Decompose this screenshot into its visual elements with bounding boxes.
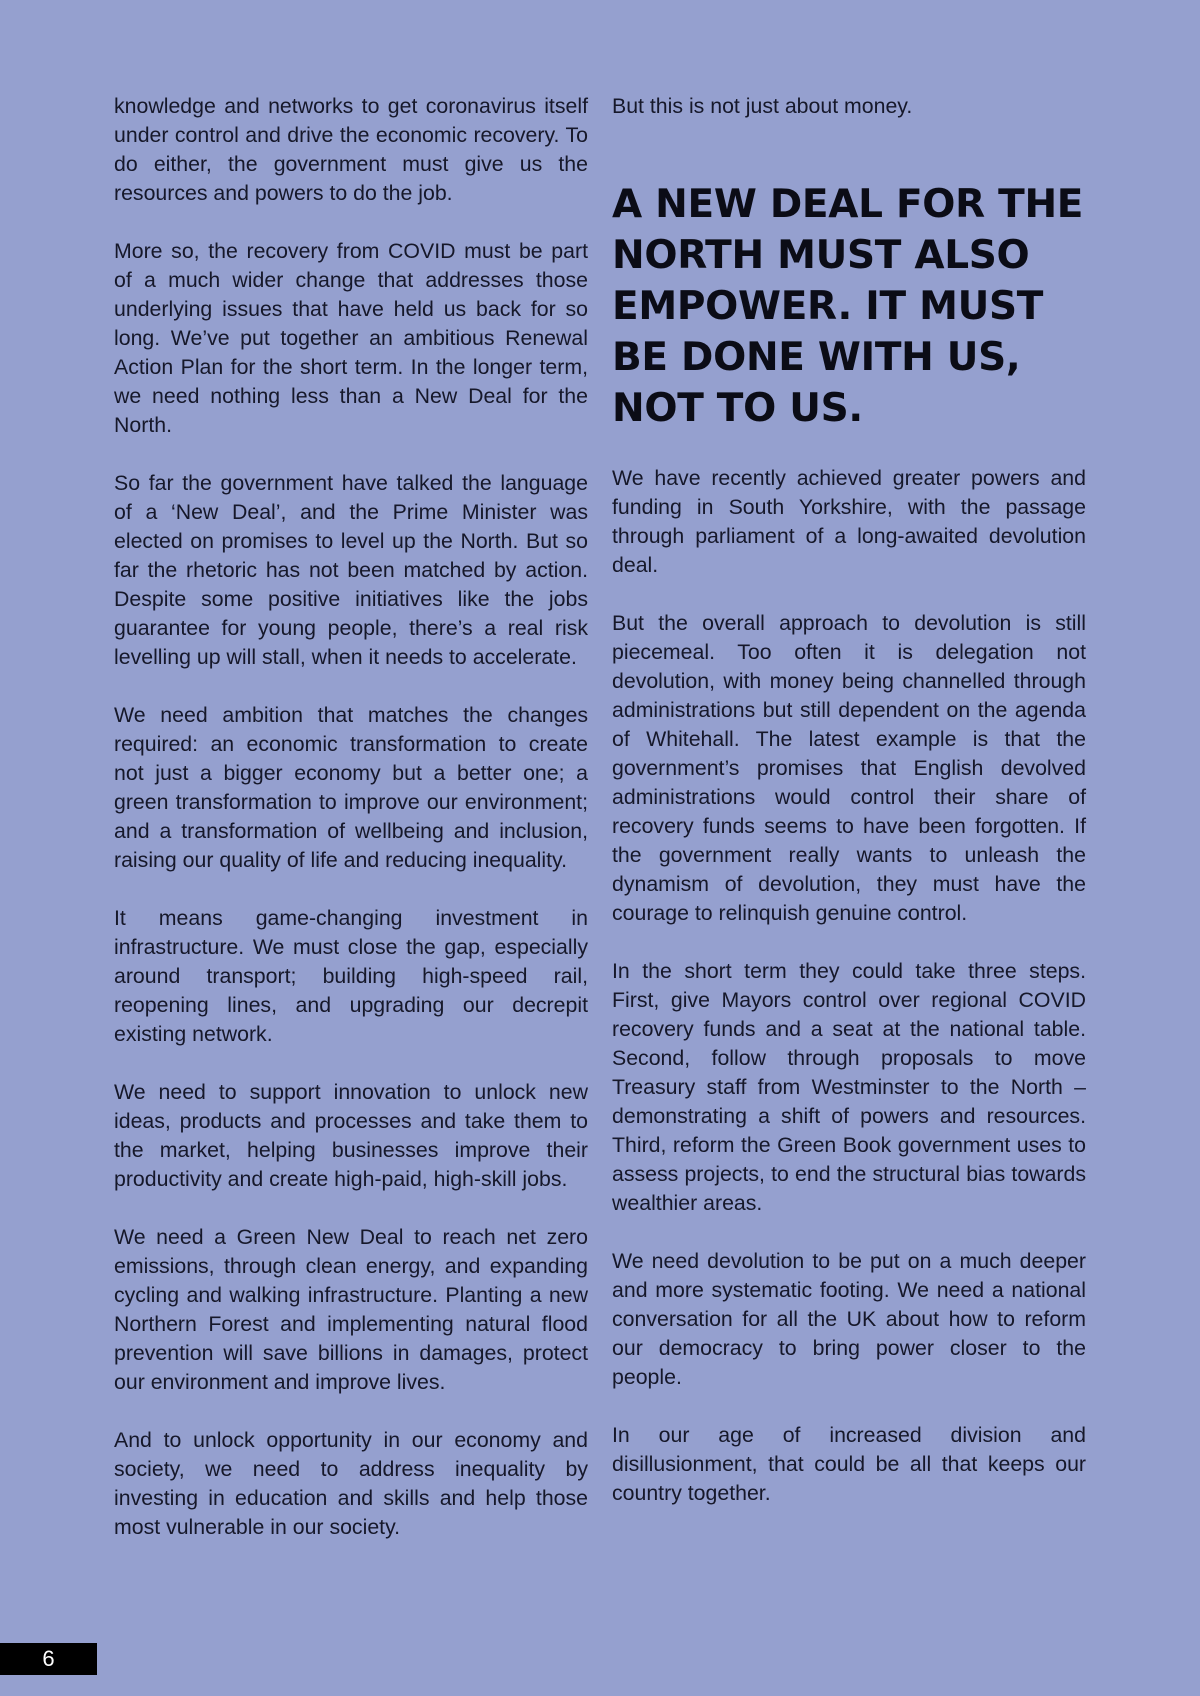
- section-heading: A NEW DEAL FOR THE NORTH MUST ALSO EMPOWER. IT MUST BE DONE WITH US, NOT TO US.: [612, 182, 1084, 431]
- intro-paragraph: But this is not just about money.: [612, 94, 913, 118]
- body-paragraph: We need ambition that matches the changes required: an economic transformation to create not just a bigger economy but a better one; a green transformation to improve our environment; and a transformation of wellbeing and inclusion, raising our quality of life and reducing inequality.: [114, 703, 588, 872]
- body-paragraph: We have recently achieved greater powers and funding in South Yorkshire, with the passage through parliament of a long-awaited devolution deal.: [612, 466, 1086, 577]
- body-paragraph: More so, the recovery from COVID must be part of a much wider change that addresses those underlying issues that have held us back for so long. We’ve put together an ambitious Renewal Action Plan for the short term. In the longer term, we need nothing less than a New Deal for the North.: [114, 239, 588, 437]
- body-paragraph: We need a Green New Deal to reach net zero emissions, through clean energy, and expanding cycling and walking infrastructure. Planting a new Northern Forest and implementing natural flood prevention will save billions in damages, protect our environment and improve lives.: [114, 1225, 588, 1394]
- body-paragraph: knowledge and networks to get coronavirus itself under control and drive the economic recovery. To do either, the government must give us the resources and powers to do the job.: [114, 94, 588, 205]
- body-paragraph: We need devolution to be put on a much deeper and more systematic footing. We need a national conversation for all the UK about how to reform our democracy to bring power closer to the people.: [612, 1249, 1086, 1389]
- body-paragraph: We need to support innovation to unlock new ideas, products and processes and take them to the market, helping businesses improve their productivity and create high-paid, high-skill jobs.: [114, 1080, 588, 1191]
- body-paragraph: But the overall approach to devolution is still piecemeal. Too often it is delegation not devolution, with money being channelled through administrations but still dependent on the agenda of Whitehall. The latest example is that the government’s promises that English devolved administrations would control their share of recovery funds seems to have been forgotten. If the government really wants to unleash the dynamism of devolution, they must have the courage to relinquish genuine control.: [612, 611, 1086, 925]
- page-number: 6: [0, 1643, 97, 1675]
- body-paragraph: So far the government have talked the language of a ‘New Deal’, and the Prime Minister was elected on promises to level up the North. But so far the rhetoric has not been matched by action. Despite some positive initiatives like the jobs guarantee for young people, there’s a real risk levelling up will stall, when it needs to accelerate.: [114, 471, 588, 669]
- body-paragraph: In our age of increased division and disillusionment, that could be all that keeps our country together.: [612, 1423, 1086, 1505]
- body-paragraph: It means game-changing investment in infrastructure. We must close the gap, especially around transport; building high-speed rail, reopening lines, and upgrading our decrepit existing network.: [114, 906, 588, 1046]
- right-column: [612, 92, 1086, 1537]
- body-paragraph: And to unlock opportunity in our economy and society, we need to address inequality by investing in education and skills and help those most vulnerable in our society.: [114, 1428, 588, 1539]
- body-paragraph: In the short term they could take three steps. First, give Mayors control over regional COVID recovery funds and a seat at the national table. Second, follow through proposals to move Treasury staff from Westminster to the North – demonstrating a shift of powers and resources. Third, reform the Green Book government uses to assess projects, to end the structural bias towards wealthier areas.: [612, 959, 1086, 1215]
- left-column: [114, 92, 588, 1571]
